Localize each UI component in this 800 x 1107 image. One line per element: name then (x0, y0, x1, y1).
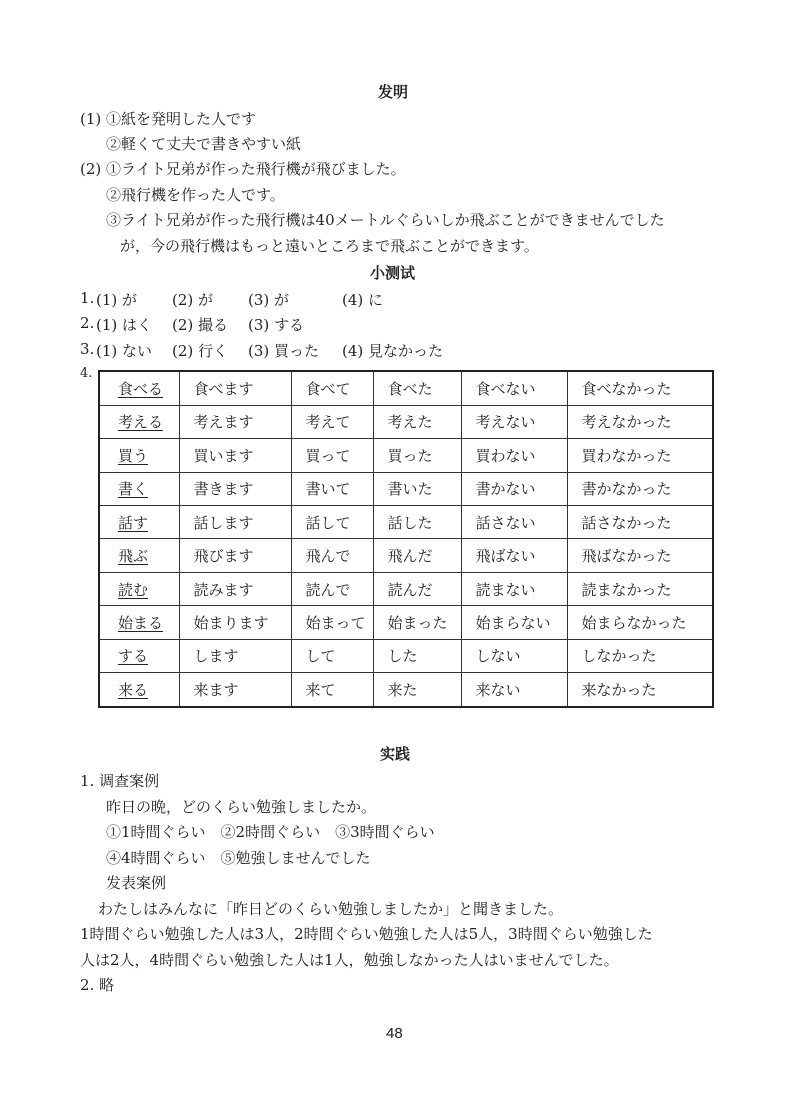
conjugation-cell: 来なかった (567, 673, 713, 707)
conjugation-cell: 書かない (461, 472, 567, 505)
section-title-jissen: 实践 (380, 745, 411, 763)
quiz-q1-number: 1. (80, 289, 95, 307)
conjugation-cell: 飛んで (291, 539, 373, 572)
dictionary-form-cell (99, 673, 179, 707)
conjugation-cell: 話します (179, 506, 291, 539)
conjugation-cell: 買って (291, 439, 373, 472)
quiz-answer: (1) ない (96, 342, 153, 360)
hatsumei-line: が，今の飛行機はもっと遠いところまで飛ぶことができます。 (120, 237, 539, 255)
conjugation-cell: 始まって (291, 606, 373, 639)
section-title-hatsumei: 发明 (378, 83, 409, 101)
conjugation-cell: 飛んだ (373, 539, 461, 572)
table-row (99, 572, 713, 605)
conjugation-cell: 読みます (179, 572, 291, 605)
conjugation-cell: しない (461, 639, 567, 672)
dictionary-form: 始まる (118, 614, 164, 633)
example-title: 发表案例 (106, 874, 167, 892)
quiz-answer: (2) 行く (172, 342, 229, 360)
jissen-item-2: 2. 略 (80, 976, 115, 994)
dictionary-form: 考える (118, 413, 164, 432)
dictionary-form: する (118, 647, 149, 666)
conjugation-cell: して (291, 639, 373, 672)
quiz-answer: (1) が (96, 291, 138, 309)
example-paragraph: 1時間ぐらい勉強した人は3人，2時間ぐらい勉強した人は5人，3時間ぐらい勉強した (80, 925, 653, 943)
table-row (99, 539, 713, 572)
dictionary-form-cell (99, 506, 179, 539)
dictionary-form-cell (99, 572, 179, 605)
quiz-q3-number: 3. (80, 340, 95, 358)
conjugation-cell: 読んだ (373, 572, 461, 605)
conjugation-table (98, 370, 714, 708)
table-row (99, 606, 713, 639)
quiz-answer: (3) する (248, 316, 305, 334)
table-row (99, 673, 713, 707)
hatsumei-line: (2) ①ライト兄弟が作った飛行機が飛びました。 (80, 160, 406, 178)
table-row (99, 439, 713, 472)
conjugation-cell: 話した (373, 506, 461, 539)
conjugation-cell: 考えた (373, 405, 461, 438)
quiz-answer: (4) 見なかった (342, 342, 444, 360)
table-row (99, 506, 713, 539)
conjugation-cell: 考えない (461, 405, 567, 438)
conjugation-cell: 来ない (461, 673, 567, 707)
conjugation-cell: 読まない (461, 572, 567, 605)
conjugation-cell: 飛ばなかった (567, 539, 713, 572)
conjugation-cell: 考えて (291, 405, 373, 438)
dictionary-form-cell (99, 405, 179, 438)
quiz-answer: (3) 買った (248, 342, 320, 360)
conjugation-cell: 書きます (179, 472, 291, 505)
conjugation-cell: 始まらなかった (567, 606, 713, 639)
conjugation-cell: 話さなかった (567, 506, 713, 539)
dictionary-form-cell (99, 606, 179, 639)
conjugation-cell: 考えなかった (567, 405, 713, 438)
quiz-q2-number: 2. (80, 314, 95, 332)
dictionary-form-cell (99, 371, 179, 405)
conjugation-cell: 話さない (461, 506, 567, 539)
conjugation-cell: 始まった (373, 606, 461, 639)
quiz-answer: (4) に (342, 291, 384, 309)
dictionary-form: 買う (118, 446, 149, 465)
conjugation-cell: 飛ばない (461, 539, 567, 572)
conjugation-cell: 買った (373, 439, 461, 472)
example-paragraph: わたしはみんなに「昨日どのくらい勉強しましたか」と聞きました。 (98, 900, 564, 918)
conjugation-cell: 食べなかった (567, 371, 713, 405)
dictionary-form: 読む (118, 580, 149, 599)
jissen-item-1: 1. 调查案例 (80, 772, 160, 790)
conjugation-cell: 書かなかった (567, 472, 713, 505)
survey-options: ①1時間ぐらい ②2時間ぐらい ③3時間ぐらい (106, 823, 435, 841)
conjugation-cell: 始まります (179, 606, 291, 639)
table-row (99, 371, 713, 405)
conjugation-cell: 考えます (179, 405, 291, 438)
conjugation-cell: します (179, 639, 291, 672)
conjugation-cell: しなかった (567, 639, 713, 672)
table-row (99, 472, 713, 505)
conjugation-cell: 買わない (461, 439, 567, 472)
conjugation-cell: 食べます (179, 371, 291, 405)
dictionary-form-cell (99, 639, 179, 672)
conjugation-cell: 読まなかった (567, 572, 713, 605)
dictionary-form-cell (99, 439, 179, 472)
table-row (99, 639, 713, 672)
conjugation-cell: 読んで (291, 572, 373, 605)
dictionary-form: 話す (118, 513, 149, 532)
conjugation-cell: 来た (373, 673, 461, 707)
conjugation-cell: 飛びます (179, 539, 291, 572)
conjugation-cell: 食べた (373, 371, 461, 405)
conjugation-cell: 食べて (291, 371, 373, 405)
page-number: 48 (386, 1025, 403, 1042)
hatsumei-line: ②軽くて丈夫で書きやすい紙 (106, 135, 302, 153)
conjugation-cell: 始まらない (461, 606, 567, 639)
dictionary-form: 来る (118, 681, 149, 700)
hatsumei-line: ②飛行機を作った人です。 (106, 186, 285, 204)
dictionary-form: 食べる (118, 379, 164, 398)
dictionary-form: 書く (118, 480, 149, 499)
conjugation-cell: 買います (179, 439, 291, 472)
survey-options: ④4時間ぐらい ⑤勉強しませんでした (106, 849, 371, 867)
hatsumei-line: ③ライト兄弟が作った飛行機は40メートルぐらいしか飛ぶことができませんでした (106, 211, 665, 229)
section-title-quiz: 小测试 (370, 264, 416, 282)
conjugation-cell: 書いて (291, 472, 373, 505)
conjugation-cell: 買わなかった (567, 439, 713, 472)
conjugation-cell: した (373, 639, 461, 672)
quiz-q4-number: 4. (80, 366, 93, 381)
conjugation-cell: 来ます (179, 673, 291, 707)
quiz-answer: (3) が (248, 291, 290, 309)
conjugation-cell: 書いた (373, 472, 461, 505)
table-row (99, 405, 713, 438)
conjugation-cell: 食べない (461, 371, 567, 405)
dictionary-form: 飛ぶ (118, 547, 149, 566)
quiz-answer: (2) 撮る (172, 316, 229, 334)
survey-question: 昨日の晩，どのくらい勉強しましたか。 (106, 798, 377, 816)
dictionary-form-cell (99, 539, 179, 572)
quiz-answer: (1) はく (96, 316, 153, 334)
quiz-answer: (2) が (172, 291, 214, 309)
conjugation-cell: 話して (291, 506, 373, 539)
example-paragraph: 人は2人，4時間ぐらい勉強した人は1人，勉強しなかった人はいませんでした。 (80, 951, 619, 969)
conjugation-cell: 来て (291, 673, 373, 707)
dictionary-form-cell (99, 472, 179, 505)
hatsumei-line: (1) ①紙を発明した人です (80, 110, 257, 128)
conjugation-table-body (99, 371, 713, 707)
